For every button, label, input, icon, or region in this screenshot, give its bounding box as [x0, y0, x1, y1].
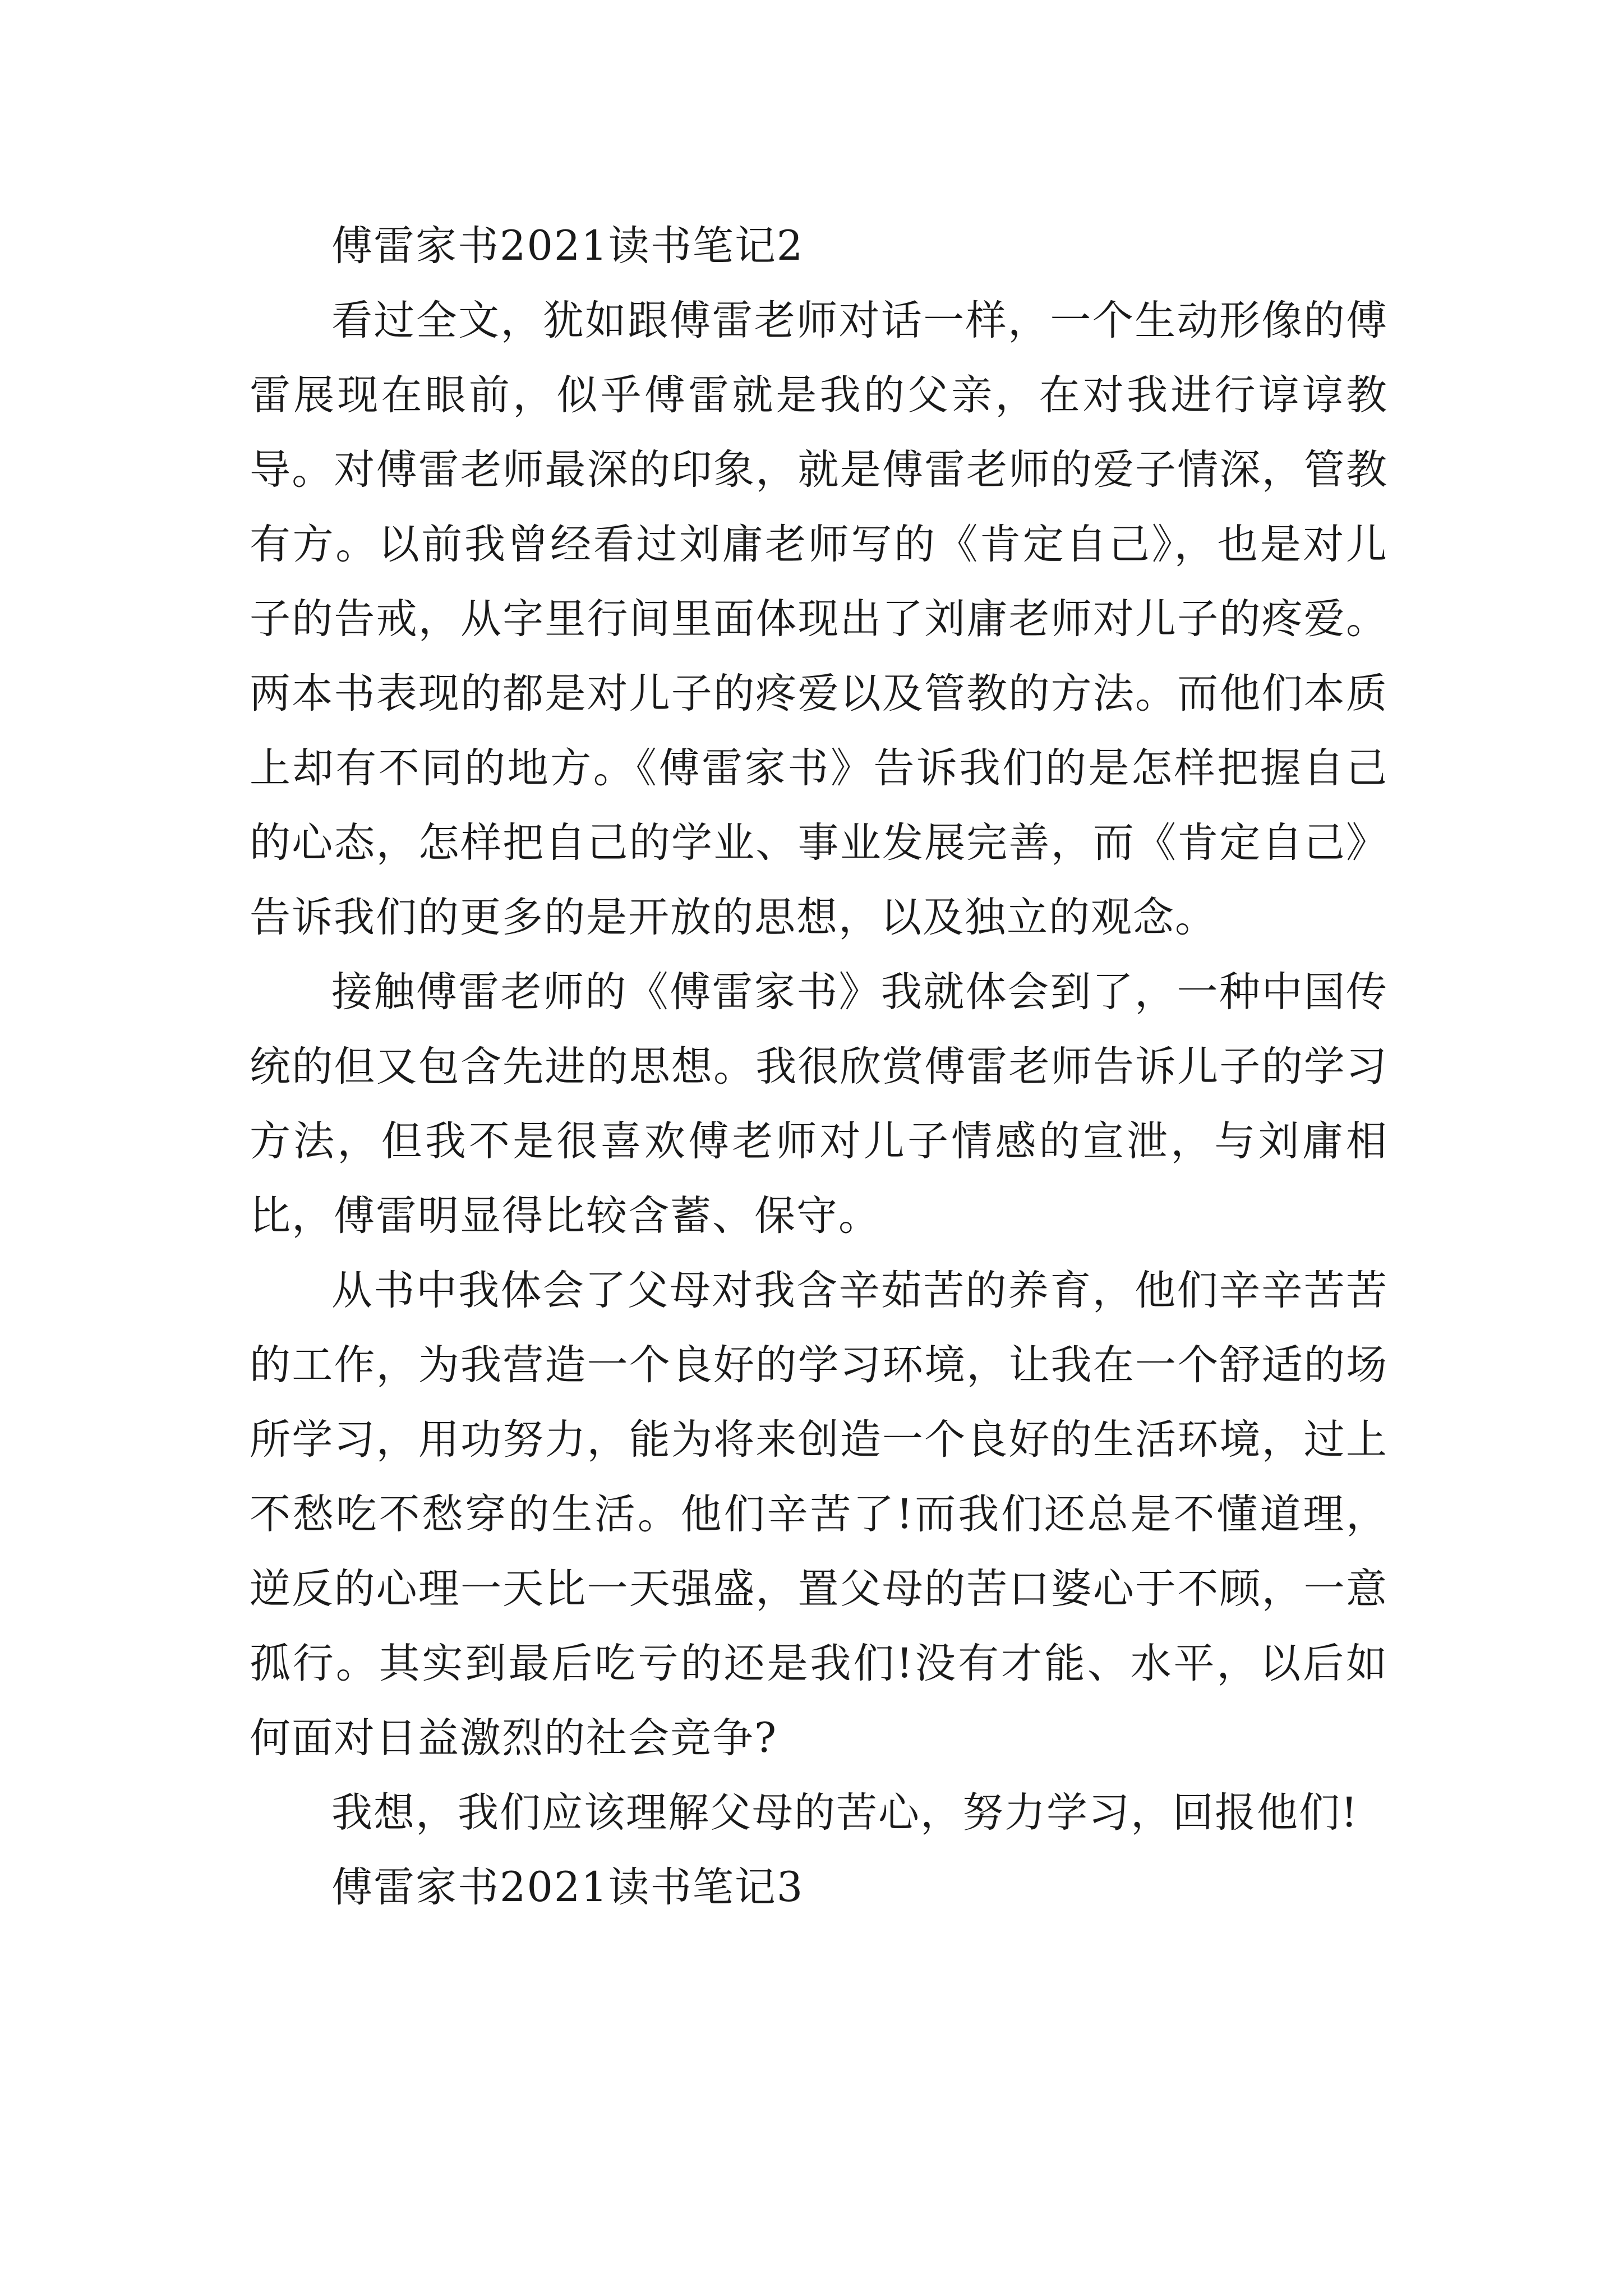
paragraph-1: 看过全文，犹如跟傅雷老师对话一样，一个生动形像的傅雷展现在眼前，似乎傅雷就是我的父亲，在对我进行谆谆教导。对傅雷老师最深的印象，就是傅雷老师的爱子情深，管教有方。以前我曾经看过刘庸老师写的《肯定自己》，也是对儿子的告戒，从字里行间里面体现出了刘庸老师对儿子的疼爱。两本书表现的都是对儿子的疼爱以及管教的方法。而他们本质上却有不同的地方。《傅雷家书》告诉我们的是怎样把握自己的心态，怎样把自己的学业、事业发展完善，而《肯定自己》告诉我们的更多的是开放的思想，以及独立的观念。: [250, 297, 1388, 941]
paragraph-4: 我想，我们应该理解父母的苦心，努力学习，回报他们!: [331, 1789, 1359, 1837]
document-body: [250, 209, 1388, 1925]
paragraph-2: 接触傅雷老师的《傅雷家书》我就体会到了，一种中国传统的但又包含先进的思想。我很欣赏傅雷老师告诉儿子的学习方法，但我不是很喜欢傅老师对儿子情感的宣泄，与刘庸相比，傅雷明显得比较含蓄、保守。: [250, 968, 1388, 1240]
section-heading-2: 傅雷家书2021读书笔记2: [331, 222, 804, 270]
section-heading-3: 傅雷家书2021读书笔记3: [331, 1864, 804, 1911]
paragraph-3: 从书中我体会了父母对我含辛茹苦的养育，他们辛辛苦苦的工作，为我营造一个良好的学习环境，让我在一个舒适的场所学习，用功努力，能为将来创造一个良好的生活环境，过上不愁吃不愁穿的生活。他们辛苦了!而我们还总是不懂道理，逆反的心理一天比一天强盛，置父母的苦口婆心于不顾，一意孤行。其实到最后吃亏的还是我们!没有才能、水平，以后如何面对日益激烈的社会竞争?: [250, 1267, 1388, 1762]
